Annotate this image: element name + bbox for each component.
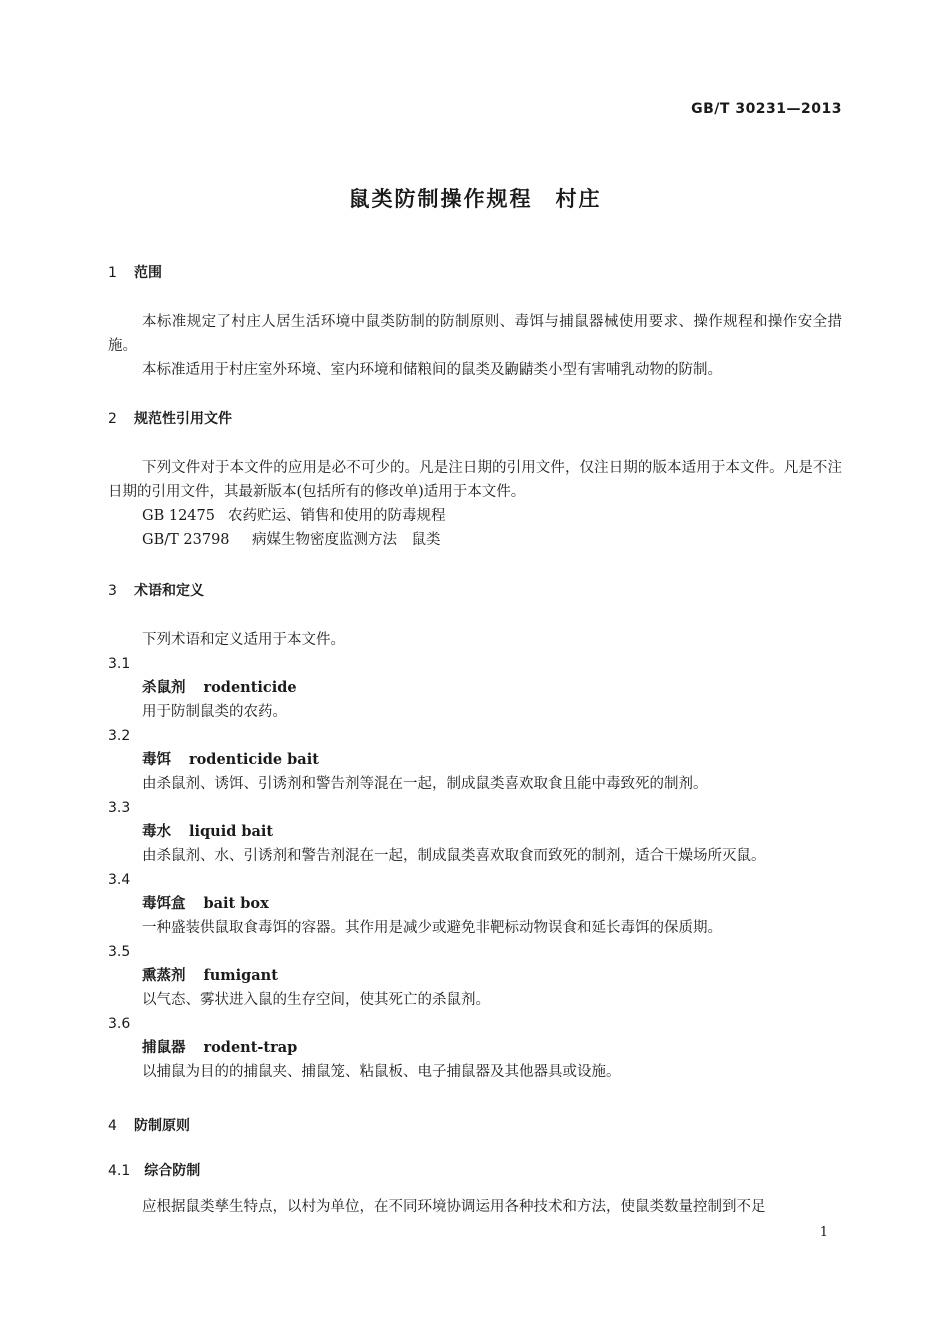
reference-code: GB/T 23798 bbox=[142, 532, 230, 548]
section-3-heading bbox=[108, 581, 842, 601]
page-number: 1 bbox=[819, 1225, 828, 1240]
subsection-4-1-heading bbox=[108, 1161, 842, 1181]
term-chinese: 杀鼠剂 bbox=[142, 680, 186, 696]
section-number: 4 bbox=[108, 1118, 117, 1134]
term-chinese: 毒饵盒 bbox=[142, 896, 186, 912]
reference-title: 农药贮运、销售和使用的防毒规程 bbox=[228, 508, 446, 524]
section-title: 术语和定义 bbox=[134, 583, 204, 599]
term-number: 3.6 bbox=[108, 1016, 131, 1032]
paragraph: 本标准适用于村庄室外环境、室内环境和储粮间的鼠类及鼩鼱类小型有害哺乳动物的防制。 bbox=[142, 362, 722, 378]
term-english: rodenticide bait bbox=[189, 751, 319, 768]
standard-code: GB/T 30231—2013 bbox=[691, 101, 842, 117]
section-1-body bbox=[108, 310, 842, 382]
section-2-body bbox=[108, 456, 842, 552]
document-title: 鼠类防制操作规程 村庄 bbox=[348, 187, 602, 211]
term-definition: 用于防制鼠类的农药。 bbox=[142, 704, 287, 720]
term-english: liquid bait bbox=[189, 823, 274, 840]
term-entry bbox=[108, 820, 842, 844]
section-title: 防制原则 bbox=[134, 1118, 190, 1134]
section-title: 范围 bbox=[134, 265, 162, 281]
term-entry bbox=[108, 964, 842, 988]
section-3-body bbox=[108, 628, 842, 1084]
section-number: 2 bbox=[108, 411, 117, 427]
term-definition: 以气态、雾状进入鼠的生存空间，使其死亡的杀鼠剂。 bbox=[142, 992, 490, 1008]
reference-title: 病媒生物密度监测方法 鼠类 bbox=[252, 532, 441, 548]
term-english: bait box bbox=[203, 895, 269, 912]
term-entry bbox=[108, 892, 842, 916]
term-definition: 一种盛装供鼠取食毒饵的容器。其作用是减少或避免非靶标动物误食和延长毒饵的保质期。 bbox=[142, 920, 722, 936]
paragraph: 下列术语和定义适用于本文件。 bbox=[142, 632, 345, 648]
term-entry bbox=[108, 676, 842, 700]
term-english: rodenticide bbox=[203, 679, 297, 696]
term-chinese: 熏蒸剂 bbox=[142, 968, 186, 984]
term-definition: 由杀鼠剂、水、引诱剂和警告剂混在一起，制成鼠类喜欢取食而致死的制剂，适合干燥场所灭鼠。 bbox=[142, 848, 766, 864]
paragraph: 本标准规定了村庄人居生活环境中鼠类防制的防制原则、毒饵与捕鼠器械使用要求、操作规程和操作安全措施。 bbox=[108, 314, 842, 354]
reference-item bbox=[108, 504, 842, 528]
reference-code: GB 12475 bbox=[142, 508, 215, 524]
section-number: 1 bbox=[108, 265, 117, 281]
term-number: 3.2 bbox=[108, 728, 131, 744]
term-number: 3.3 bbox=[108, 800, 131, 816]
term-definition: 由杀鼠剂、诱饵、引诱剂和警告剂等混在一起，制成鼠类喜欢取食且能中毒致死的制剂。 bbox=[142, 776, 708, 792]
term-entry bbox=[108, 748, 842, 772]
term-entry bbox=[108, 1036, 842, 1060]
term-chinese: 毒饵 bbox=[142, 752, 171, 768]
subsection-number: 4.1 bbox=[108, 1163, 131, 1179]
paragraph: 应根据鼠类孳生特点，以村为单位，在不同环境协调运用各种技术和方法，使鼠类数量控制到不足 bbox=[142, 1199, 766, 1215]
term-number: 3.1 bbox=[108, 656, 131, 672]
paragraph: 下列文件对于本文件的应用是必不可少的。凡是注日期的引用文件，仅注日期的版本适用于本文件。凡是不注日期的引用文件，其最新版本(包括所有的修改单)适用于本文件。 bbox=[108, 460, 842, 500]
term-english: rodent-trap bbox=[203, 1039, 298, 1056]
section-4-body bbox=[108, 1195, 842, 1219]
subsection-title: 综合防制 bbox=[144, 1163, 201, 1179]
term-chinese: 捕鼠器 bbox=[142, 1040, 186, 1056]
term-english: fumigant bbox=[203, 967, 278, 984]
section-number: 3 bbox=[108, 583, 117, 599]
term-definition: 以捕鼠为目的的捕鼠夹、捕鼠笼、粘鼠板、电子捕鼠器及其他器具或设施。 bbox=[142, 1064, 621, 1080]
section-1-heading bbox=[108, 263, 842, 283]
section-2-heading bbox=[108, 409, 842, 429]
section-title: 规范性引用文件 bbox=[134, 411, 232, 427]
reference-item bbox=[108, 528, 842, 552]
section-4-heading bbox=[108, 1116, 842, 1136]
term-number: 3.5 bbox=[108, 944, 131, 960]
term-number: 3.4 bbox=[108, 872, 131, 888]
term-chinese: 毒水 bbox=[142, 824, 171, 840]
